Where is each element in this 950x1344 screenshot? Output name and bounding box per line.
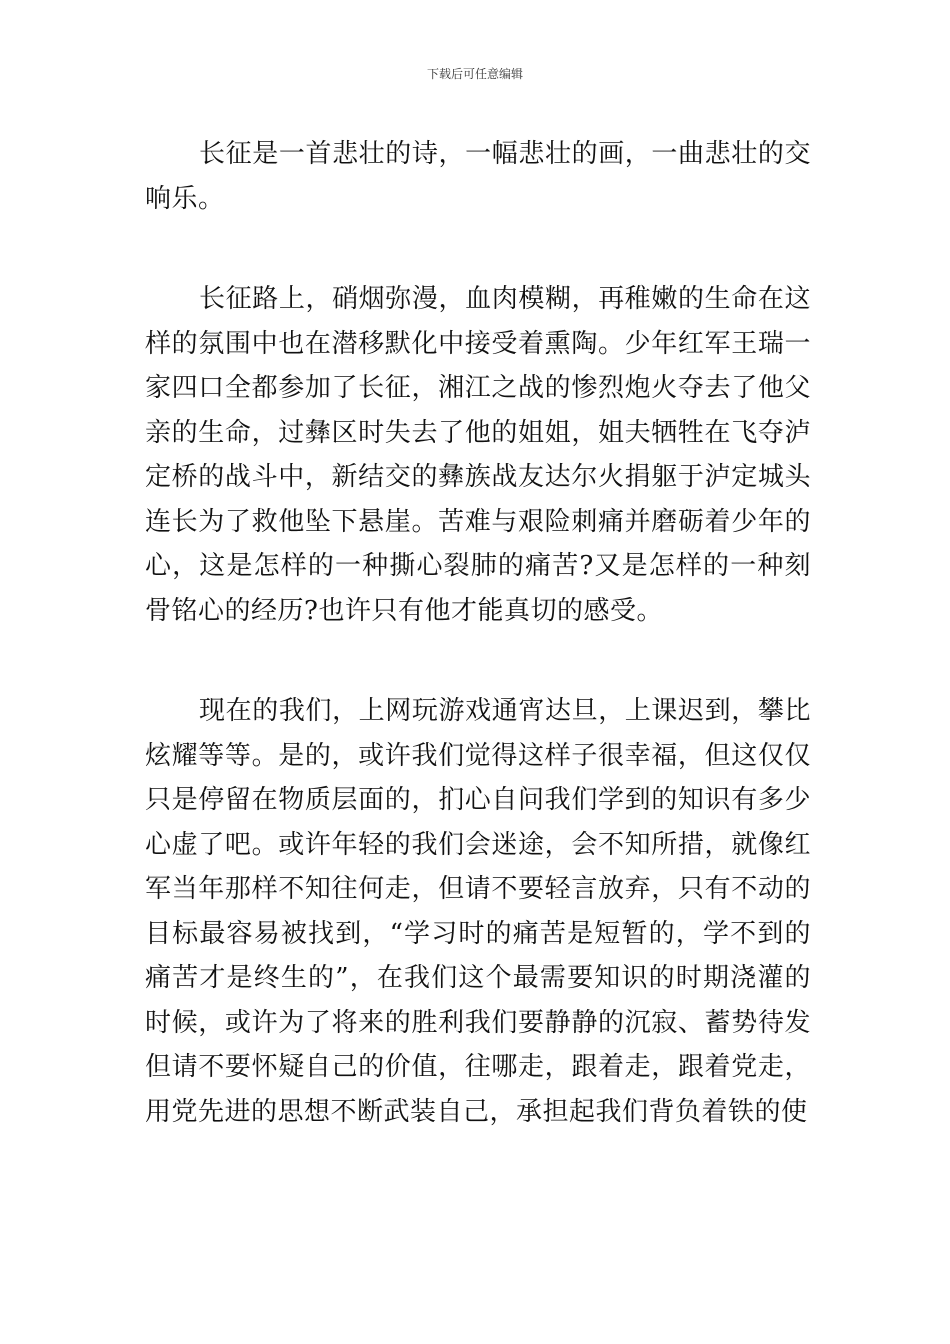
page-header-note: 下载后可任意编辑 (426, 67, 523, 81)
document-body (145, 132, 811, 1190)
paragraph-reflection: 现在的我们，上网玩游戏通宵达旦，上课迟到，攀比炫耀等等。是的，或许我们觉得这样子很幸福，但这仅仅只是停留在物质层面的，扪心自问我们学到的知识有多少心虚了吧。或许年轻的我们会迷途，会不知所措，就像红军当年那样不知往何走，但请不要轻言放弃，只有不动的目标最容易被找到，“学习时的痛苦是短暂的，学不到的痛苦才是终生的”，在我们这个最需要知识的时期浇灌的时候，或许为了将来的胜利我们要静静的沉寂、蓄势待发但请不要怀疑自己的价值，往哪走，跟着走，跟着党走，用党先进的思想不断武装自己，承担起我们背负着铁的使 (145, 696, 811, 1127)
paragraph-intro: 长征是一首悲壮的诗，一幅悲壮的画，一曲悲壮的交响乐。 (145, 139, 811, 214)
paragraph-long-march-story: 长征路上，硝烟弥漫，血肉模糊，再稚嫩的生命在这样的氛围中也在潜移默化中接受着熏陶。少年红军王瑞一家四口全都参加了长征，湘江之战的惨烈炮火夺去了他父亲的生命，过彝区时失去了他的姐姐，姐夫牺牲在飞夺泸定桥的战斗中，新结交的彝族战友达尔火捐躯于泸定城头连长为了救他坠下悬崖。苦难与艰险刺痛并磨砺着少年的心，这是怎样的一种撕心裂肺的痛苦?又是怎样的一种刻骨铭心的经历?也许只有他才能真切的感受。 (145, 284, 811, 626)
